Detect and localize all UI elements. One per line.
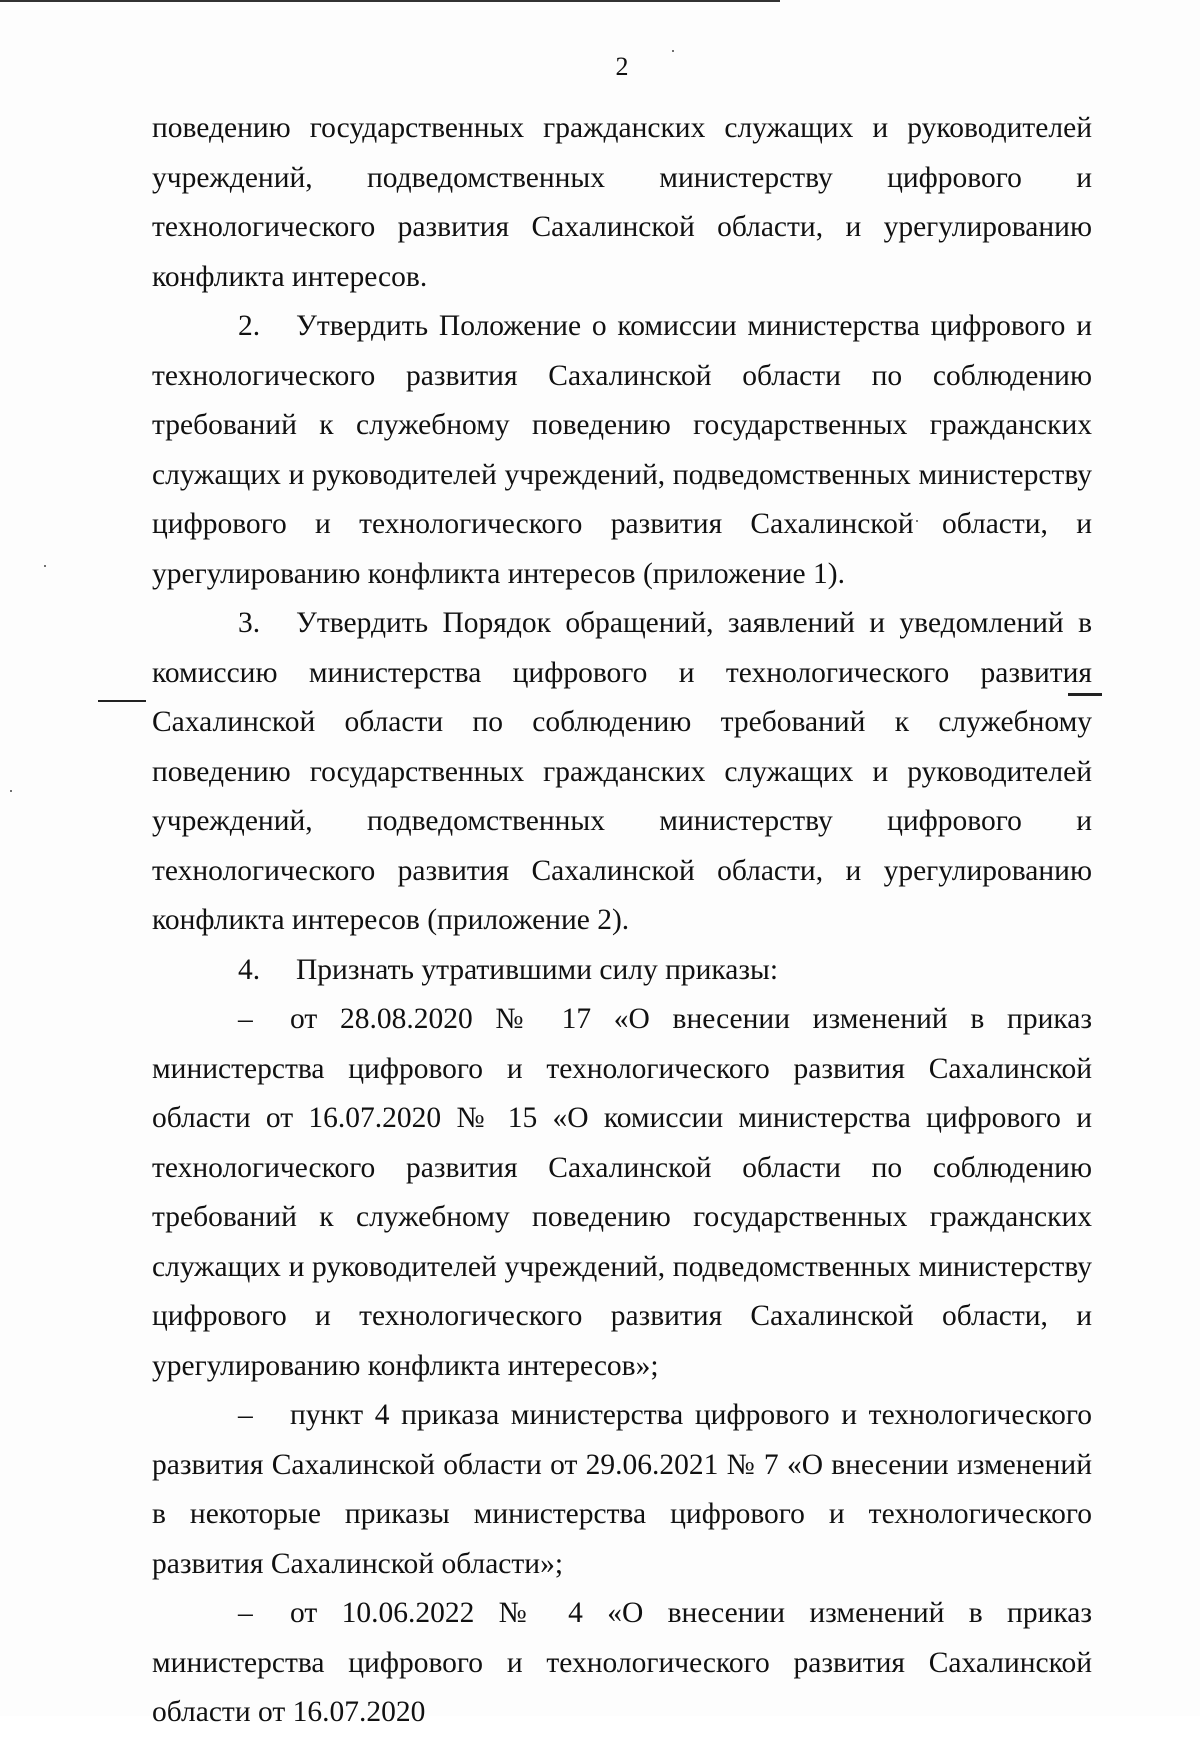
scan-speck [10, 790, 12, 792]
paragraph-continuation: поведению государственных гражданских служащих и руководителей учреждений, подведомственных министерству цифрового и технологического развития Сахалинской области, и урегулированию конфликта интересов. [152, 112, 1092, 293]
dash-item-1 [152, 995, 1092, 1391]
scan-speck [44, 565, 46, 567]
paragraph-item-2 [152, 302, 1092, 599]
item-number: 2. [238, 310, 261, 342]
page-number: 2 [615, 52, 629, 81]
dash-marker: – [238, 1597, 253, 1629]
paragraph-text: Утвердить Порядок обращений, заявлений и уведомлений в комиссию министерства цифрового и технологического развития Сахалинской области по соблюдению требований к служебному поведению государственных гражданских служащих и руководителей учреждений, подведомственных министерству цифрового и технологического развития Сахалинской области, и урегулированию конфликта интересов (приложение 2). [152, 607, 1092, 936]
document-body [152, 104, 1092, 1738]
paragraph-text: Утвердить Положение о комиссии министерства цифрового и технологического развития Сахалинской области по соблюдению требований к служебному поведению государственных гражданских служащих и руководителей учреждений, подведомственных министерству цифрового и технологического развития Сахалинской области, и урегулированию конфликта интересов (приложение 1). [152, 310, 1092, 590]
item-number: 4. [238, 953, 261, 986]
paragraph-item-3 [152, 599, 1092, 946]
scan-artifact-top-line [0, 0, 780, 2]
paragraph-item-4 [152, 946, 1092, 996]
paragraph-text: Признать утратившими силу приказы: [296, 953, 779, 986]
dash-marker: – [238, 1399, 253, 1431]
dash-item-text: от 28.08.2020 № 17 «О внесении изменений в приказ министерства цифрового и технологического развития Сахалинской области от 16.07.2020 № 15 «О комиссии министерства цифрового и технологического развития Сахалинской области по соблюдению требований к служебному поведению государственных гражданских служащих и руководителей учреждений, подведомственных министерству цифрового и технологического развития Сахалинской области, и урегулированию конфликта интересов»; [152, 1003, 1092, 1382]
item-number: 3. [238, 607, 261, 639]
dash-marker: – [238, 1003, 253, 1035]
scan-artifact-margin-mark-left [98, 700, 146, 702]
dash-item-text: от 10.06.2022 № 4 «О внесении изменений в приказ министерства цифрового и технологического развития Сахалинской области от 16.07.2020 [152, 1597, 1092, 1728]
dash-item-2 [152, 1391, 1092, 1589]
dash-item-text: пункт 4 приказа министерства цифрового и технологического развития Сахалинской области от 29.06.2021 № 7 «О внесении изменений в некоторые приказы министерства цифрового и технологического развития Сахалинской области»; [152, 1399, 1092, 1580]
dash-item-3 [152, 1589, 1092, 1738]
